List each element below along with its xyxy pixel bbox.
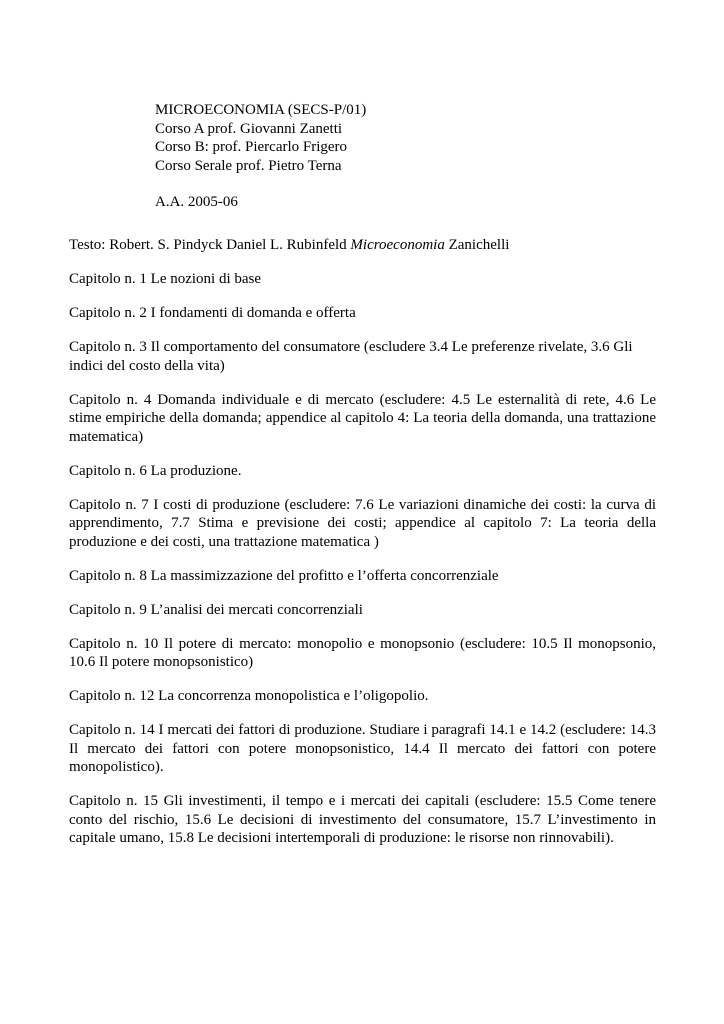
chapter-2: Capitolo n. 2 I fondamenti di domanda e offerta	[69, 305, 356, 321]
chapter-6: Capitolo n. 6 La produzione.	[69, 462, 242, 479]
chapter-3: Capitolo n. 3 Il comportamento del consumatore (escludere 3.4 Le preferenze rivelate, 3.6 Gli indici del costo della vita)	[69, 339, 633, 374]
chapter-12: Capitolo n. 12 La concorrenza monopolistica e l’oligopolio.	[69, 688, 429, 704]
textbook-authors: Testo: Robert. S. Pindyck Daniel L. Rubinfeld	[69, 237, 351, 253]
chapter-10: Capitolo n. 10 Il potere di mercato: monopolio e monopsonio (escludere: 10.5 Il monopsonio, 10.6 Il potere monopsonistico)	[69, 635, 656, 670]
textbook-publisher: Zanichelli	[444, 237, 510, 253]
course-serale-instructor: Corso Serale prof. Pietro Terna	[155, 157, 342, 174]
academic-year: A.A. 2005-06	[155, 194, 238, 210]
chapter-9: Capitolo n. 9 L’analisi dei mercati concorrenziali	[69, 601, 363, 618]
course-a-instructor: Corso A prof. Giovanni Zanetti	[155, 120, 343, 137]
course-header	[155, 101, 555, 212]
chapter-15: Capitolo n. 15 Gli investimenti, il tempo e i mercati dei capitali (escludere: 15.5 Come tenere conto del rischio, 15.6 Le decisioni di investimento del consumatore, 15.7 L’investimento in capitale umano, 15.8 Le decisioni intertemporali di produzione: le risorse non rinnovabili).	[69, 793, 656, 846]
textbook-title: Microeconomia	[350, 237, 445, 253]
syllabus-body	[69, 236, 656, 863]
chapter-4: Capitolo n. 4 Domanda individuale e di mercato (escludere: 4.5 Le esternalità di rete, 4.6 Le stime empiriche della domanda; appendice al capitolo 4: La teoria della domanda, una trattazione matematica)	[69, 391, 656, 445]
course-title: MICROECONOMIA (SECS-P/01)	[155, 102, 367, 118]
chapter-14: Capitolo n. 14 I mercati dei fattori di produzione. Studiare i paragrafi 14.1 e 14.2 (escludere: 14.3 Il mercato dei fattori con potere monopsonistico, 14.4 Il mercato dei fattori con potere monopolistico).	[69, 722, 656, 775]
chapter-1: Capitolo n. 1 Le nozioni di base	[69, 271, 262, 287]
chapter-8: Capitolo n. 8 La massimizzazione del profitto e l’offerta concorrenziale	[69, 567, 499, 584]
chapter-7: Capitolo n. 7 I costi di produzione (escludere: 7.6 Le variazioni dinamiche dei costi: la curva di apprendimento, 7.7 Stima e previsione dei costi; appendice al capitolo 7: La teoria della produzione e dei costi, una trattazione matematica )	[69, 496, 656, 550]
textbook-reference	[69, 236, 656, 255]
course-b-instructor: Corso B: prof. Piercarlo Frigero	[155, 139, 348, 155]
